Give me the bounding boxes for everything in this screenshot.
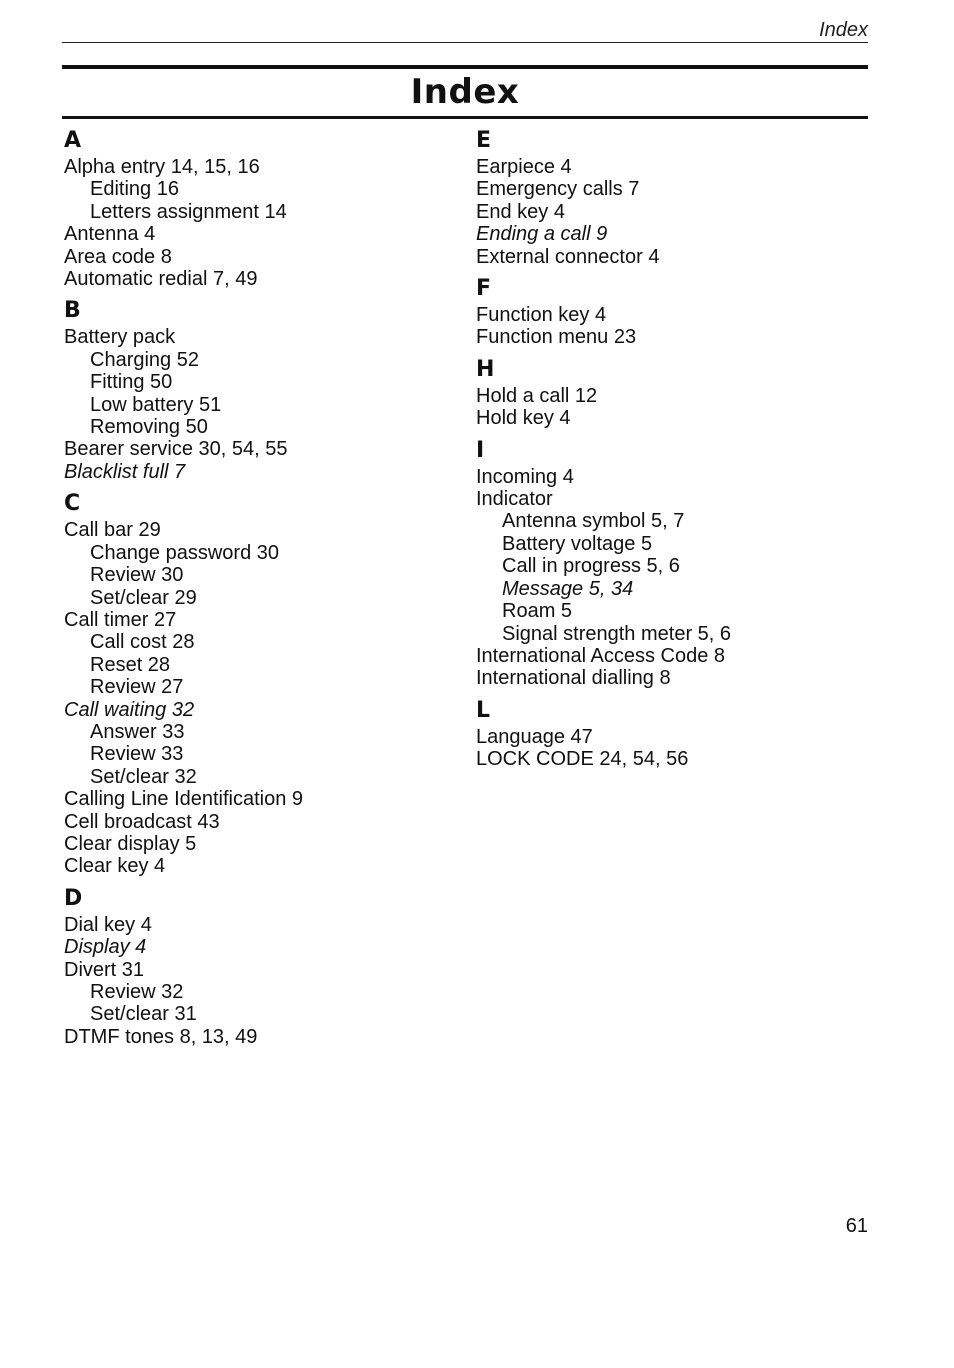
index-subentry: Low battery 51 (90, 393, 222, 416)
index-section (64, 296, 454, 483)
title-rule-top (62, 65, 868, 69)
section-letter: E (476, 128, 492, 153)
index-subentry: Reset 28 (90, 653, 171, 676)
index-entry: DTMF tones 8, 13, 49 (64, 1025, 258, 1048)
index-subentry: Signal strength meter 5, 6 (502, 622, 732, 645)
index-subentry: Editing 16 (90, 178, 179, 201)
index-subentry: Removing 50 (90, 416, 208, 439)
index-entry: Hold key 4 (476, 407, 571, 430)
index-subentry: Set/clear 29 (90, 586, 197, 609)
index-entry: Ending a call 9 (476, 223, 608, 246)
section-letter: D (64, 885, 83, 911)
section-letter: I (476, 437, 485, 463)
index-subentry: Review 32 (90, 981, 184, 1003)
section-letter: L (476, 697, 491, 723)
index-subentry: Letters assignment 14 (90, 200, 287, 223)
index-entry: Alpha entry 14, 15, 16 (64, 156, 260, 178)
index-entry: Indicator (476, 488, 553, 511)
section-letter: B (64, 298, 81, 324)
index-entry: Function menu 23 (476, 326, 637, 349)
index-entry: LOCK CODE 24, 54, 56 (476, 748, 689, 771)
index-subentry: Review 30 (90, 564, 184, 587)
index-section (476, 436, 876, 690)
index-entry: Call timer 27 (64, 608, 177, 631)
index-entry: External connector 4 (476, 245, 660, 268)
index-subentry: Antenna symbol 5, 7 (502, 510, 685, 533)
index-subentry: Message 5, 34 (502, 577, 634, 600)
index-subentry: Review 33 (90, 743, 184, 766)
index-subentry: Battery voltage 5 (502, 532, 653, 555)
index-subentry: Roam 5 (502, 600, 573, 623)
section-letter: C (64, 491, 81, 517)
index-entry: Hold a call 12 (476, 384, 598, 407)
index-subentry: Change password 30 (90, 541, 280, 564)
index-section (64, 126, 454, 290)
index-section (64, 884, 454, 1048)
index-entry: Display 4 (64, 936, 147, 959)
page-title: Index (410, 72, 520, 112)
index-section (64, 489, 454, 878)
section-letter: A (64, 128, 82, 153)
index-subentry: Answer 33 (90, 720, 185, 743)
index-entry: Automatic redial 7, 49 (64, 268, 258, 291)
index-entry: Area code 8 (64, 245, 172, 268)
index-subentry: Fitting 50 (90, 371, 173, 394)
index-subentry: Charging 52 (90, 348, 199, 371)
section-letter: F (476, 276, 492, 302)
index-entry: Language 47 (476, 725, 593, 748)
header-rule (62, 42, 868, 43)
index-entry: Clear display 5 (64, 832, 197, 855)
index-entry: Blacklist full 7 (64, 460, 186, 483)
index-subentry: Set/clear 31 (90, 1003, 197, 1026)
index-subentry: Call cost 28 (90, 631, 195, 654)
index-entry: Divert 31 (64, 958, 145, 981)
index-entry: Antenna 4 (64, 223, 156, 246)
index-entry: Call waiting 32 (64, 698, 195, 721)
index-entry: Function key 4 (476, 304, 607, 327)
index-section (476, 696, 876, 771)
index-subentry: Call in progress 5, 6 (502, 555, 680, 578)
page-number: 61 (845, 1215, 868, 1237)
running-head: Index (819, 19, 868, 41)
index-entry: Bearer service 30, 54, 55 (64, 438, 288, 461)
index-entry: Dial key 4 (64, 913, 152, 936)
index-entry: International Access Code 8 (476, 644, 726, 667)
title-rule-bottom (62, 116, 868, 119)
index-entry: Earpiece 4 (476, 156, 572, 178)
section-letter: H (476, 356, 495, 382)
index-entry: Emergency calls 7 (476, 178, 640, 201)
index-entry: Incoming 4 (476, 465, 574, 488)
index-subentry: Set/clear 32 (90, 765, 197, 788)
index-section (476, 355, 876, 430)
index-entry: Clear key 4 (64, 855, 166, 878)
index-column-left (64, 126, 454, 1048)
index-section (476, 126, 876, 268)
index-column-right (476, 126, 876, 771)
index-subentry: Review 27 (90, 676, 184, 699)
index-entry: Cell broadcast 43 (64, 810, 220, 833)
index-entry: Battery pack (64, 326, 176, 349)
index-entry: Call bar 29 (64, 519, 161, 542)
index-entry: End key 4 (476, 200, 565, 223)
index-entry: International dialling 8 (476, 667, 671, 690)
index-section (476, 274, 876, 349)
index-entry: Calling Line Identification 9 (64, 788, 304, 811)
